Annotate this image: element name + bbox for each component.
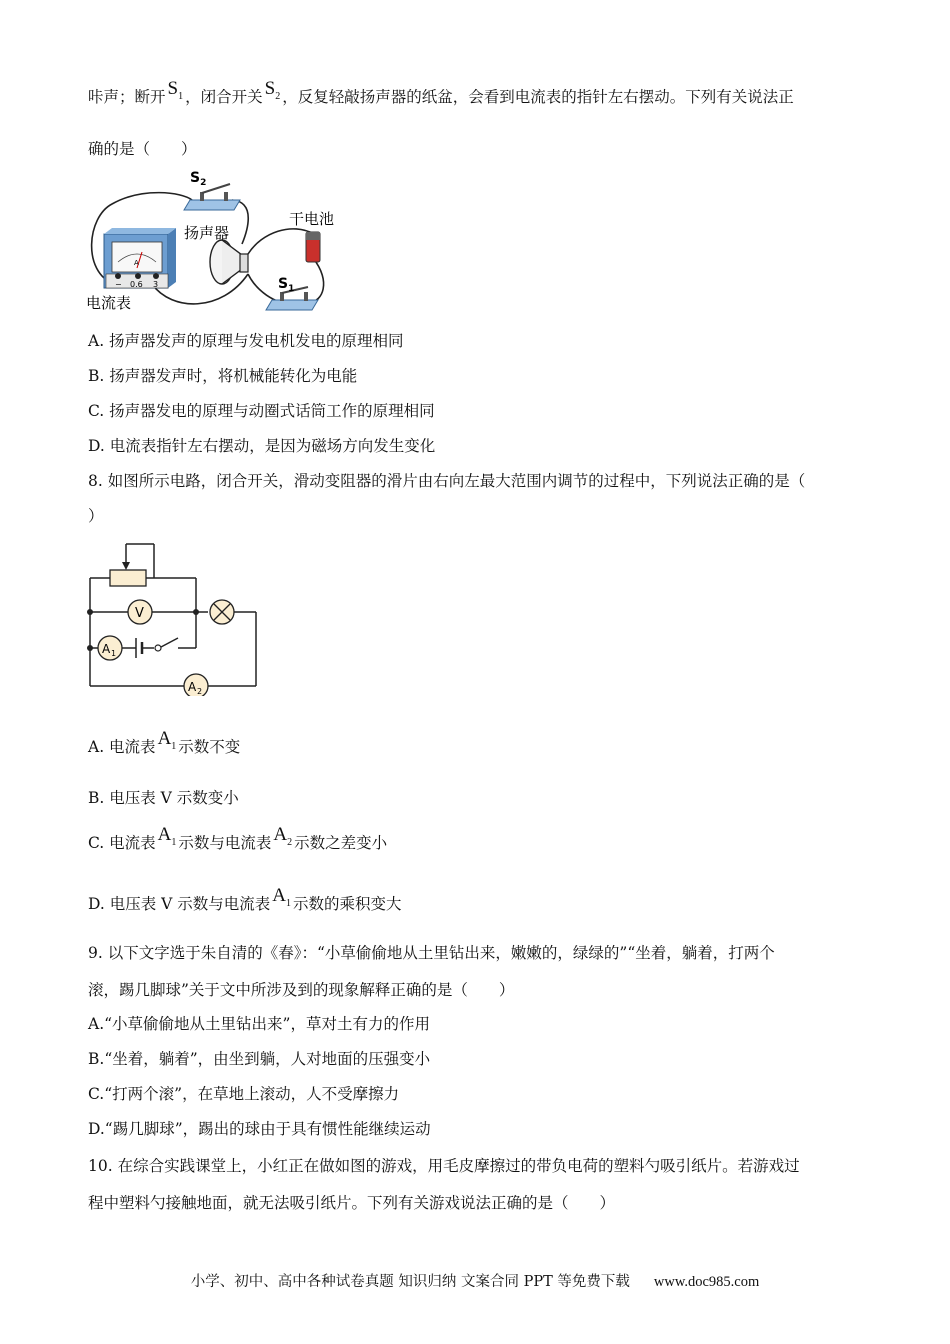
q9-option-a: A.“小草偷偷地从土里钻出来”，草对土有力的作用 — [88, 1015, 430, 1033]
q7-circuit-figure — [82, 162, 372, 317]
s2-symbol: $S_2$ — [264, 78, 281, 102]
q9-option-b: B.“坐着，躺着”，由坐到躺，人对地面的压强变小 — [88, 1050, 431, 1068]
ammeter-a2 — [184, 674, 208, 696]
ammeter — [86, 228, 176, 312]
battery-label: 干电池 — [289, 210, 335, 228]
svg-text:3: 3 — [153, 280, 159, 289]
q9-stem-line2: 滚，踢几脚球”关于文中所涉及到的现象解释正确的是（ ） — [88, 981, 515, 999]
q8-stem-line2: ） — [88, 507, 104, 525]
q9-stem-line1: 9. 以下文字选于朱自清的《春》：“小草偷偷地从土里钻出来，嫩嫩的，绿绿的”“坐着，躺着，打两个 — [88, 944, 775, 962]
q8-option-c: C. 电流表 $A_1$ 示数与电流表 $A_2$ 示数之差变小 — [88, 824, 388, 852]
svg-text:A: A — [134, 259, 139, 267]
ammeter-a1 — [98, 636, 122, 660]
switch-s1 — [266, 276, 318, 310]
q8-circuit-figure — [82, 536, 272, 696]
q8-option-a: A. 电流表 $A_1$ 示数不变 — [88, 728, 241, 756]
s1-label: $S_1$ — [278, 276, 295, 294]
svg-text:0.6: 0.6 — [130, 280, 143, 289]
q9-option-d: D.“踢几脚球”，踢出的球由于具有惯性能继续运动 — [88, 1120, 431, 1138]
svg-text:A: A — [102, 642, 111, 656]
switch-s2 — [184, 170, 240, 210]
s2-label: $S_2$ — [190, 170, 207, 188]
q7-option-c: C. 扬声器发电的原理与动圈式话筒工作的原理相同 — [88, 402, 435, 420]
q8-option-b: B. 电压表 V 示数变小 — [88, 789, 239, 807]
q7-option-a: A. 扬声器发声的原理与发电机发电的原理相同 — [88, 332, 404, 350]
s1-symbol: $S_1$ — [167, 78, 184, 102]
q9-option-c: C.“打两个滚”，在草地上滚动，人不受摩擦力 — [88, 1085, 400, 1103]
svg-text:2: 2 — [197, 687, 203, 696]
q7-stem-line2: 确的是（ ） — [88, 140, 197, 158]
q8-stem-line1: 8. 如图所示电路，闭合开关，滑动变阻器的滑片由右向左最大范围内调节的过程中，下列说法正确的是（ — [88, 472, 806, 490]
svg-text:V: V — [135, 606, 144, 621]
q7-stem-line1: 咔声；断开 $S_1$ ，闭合开关 $S_2$ ，反复轻敲扬声器的纸盆，会看到电流表的指针左右摆动。下列有关说法正 — [88, 78, 794, 106]
svg-text:A: A — [188, 680, 197, 694]
voltmeter — [128, 600, 152, 624]
rheostat — [110, 544, 154, 586]
q8-option-d: D. 电压表 V 示数与电流表 $A_1$ 示数的乘积变大 — [88, 885, 402, 913]
speaker-label: 扬声器 — [184, 224, 230, 242]
svg-text:1: 1 — [111, 649, 117, 658]
q10-stem-line1: 10. 在综合实践课堂上，小红正在做如图的游戏，用毛皮摩擦过的带负电荷的塑料勺吸引纸片。若游戏过 — [88, 1157, 800, 1175]
battery — [289, 210, 334, 262]
page-footer: 小学、初中、高中各种试卷真题 知识归纳 文案合同 PPT 等免费下载 www.doc985.com — [190, 1274, 760, 1290]
speaker — [184, 224, 248, 284]
q7-option-d: D. 电流表指针左右摆动，是因为磁场方向发生变化 — [88, 437, 436, 455]
footer-url[interactable]: www.doc985.com — [653, 1274, 760, 1290]
ammeter-label: 电流表 — [86, 294, 132, 312]
svg-text:−: − — [115, 280, 122, 289]
lamp — [210, 600, 234, 624]
q7-option-b: B. 扬声器发声时，将机械能转化为电能 — [88, 367, 358, 385]
q10-stem-line2: 程中塑料勺接触地面，就无法吸引纸片。下列有关游戏说法正确的是（ ） — [88, 1194, 616, 1212]
